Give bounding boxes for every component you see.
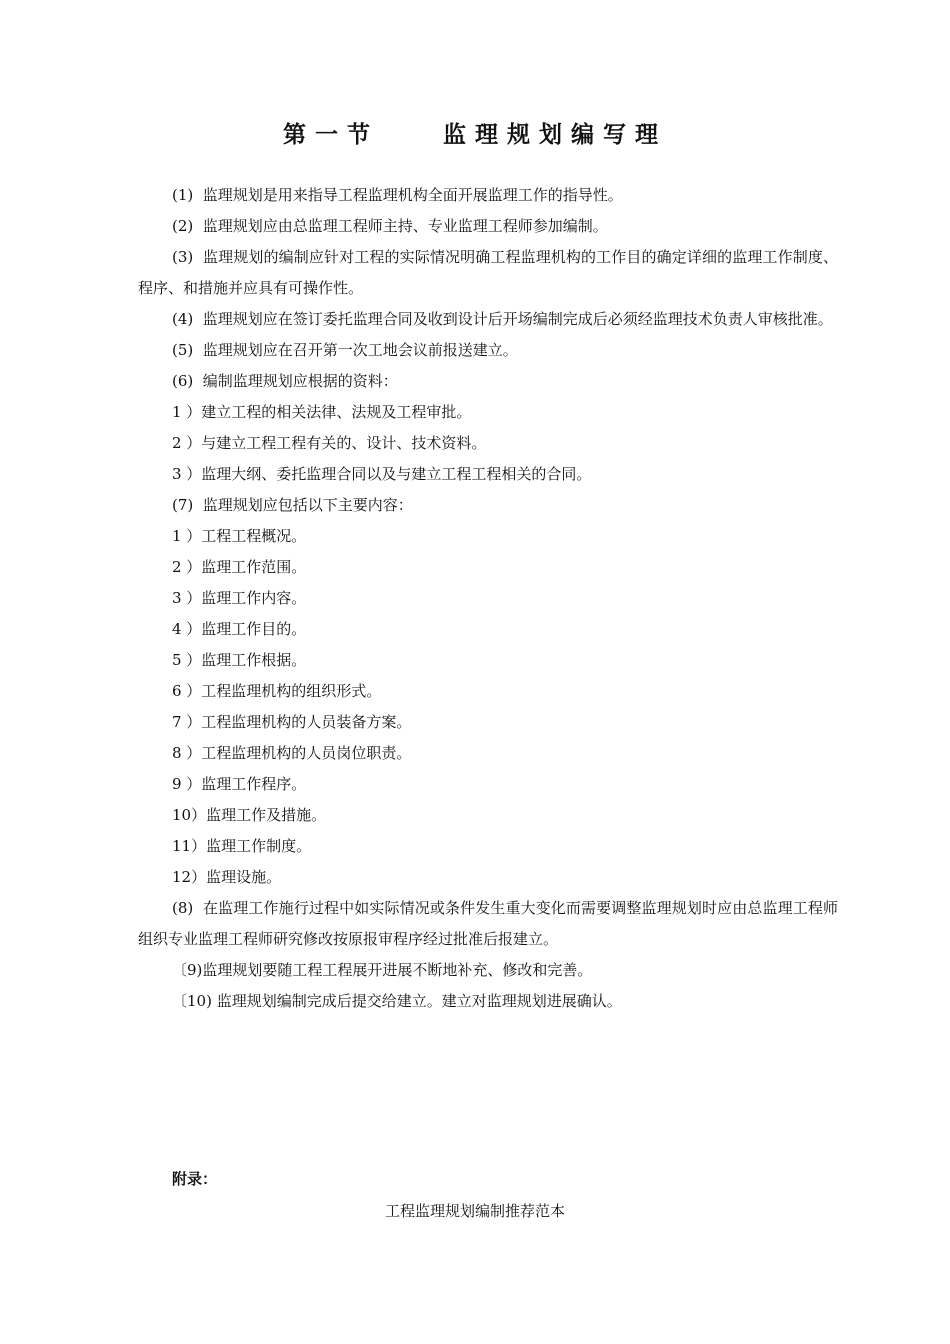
paragraph-9: 〔9)监理规划要随工程工程展开进展不断地补充、修改和完善。: [172, 961, 593, 979]
paragraph-4: (4) 监理规划应在签订委托监理合同及收到设计后开场编制完成后必须经监理技术负责人审核批准。: [172, 310, 833, 328]
paragraph-1: (1) 监理规划是用来指导工程监理机构全面开展监理工作的指导性。: [172, 186, 623, 204]
paragraph-6: (6) 编制监理规划应根据的资料：: [172, 372, 398, 390]
paragraph-10: 〔10) 监理规划编制完成后提交给建立。建立对监理规划进展确认。: [172, 992, 622, 1010]
list-item-7-1: 1 ）工程工程概况。: [172, 527, 307, 545]
appendix-label: 附录：: [172, 1170, 218, 1188]
list-item-7-8: 8 ）工程监理机构的人员岗位职责。: [172, 744, 412, 762]
list-item-6-1: 1 ）建立工程的相关法律、法规及工程审批。: [172, 403, 472, 421]
list-item-7-12: 12）监理设施。: [172, 868, 282, 886]
paragraph-8: (8) 在监理工作施行过程中如实际情况或条件发生重大变化而需要调整监理规划时应由总监理工程师组织专业监理工程师研究修改按原报审程序经过批准后报建立。: [138, 899, 838, 948]
document-body: [138, 180, 838, 1017]
list-item-6-2: 2 ）与建立工程工程有关的、设计、技术资料。: [172, 434, 487, 452]
paragraph-3: (3) 监理规划的编制应针对工程的实际情况明确工程监理机构的工作目的确定详细的监理工作制度、程序、和措施并应具有可操作性。: [138, 248, 838, 297]
list-item-6-3: 3 ）监理大纲、委托监理合同以及与建立工程工程相关的合同。: [172, 465, 592, 483]
list-item-7-7: 7 ）工程监理机构的人员装备方案。: [172, 713, 412, 731]
paragraph-7: (7) 监理规划应包括以下主要内容：: [172, 496, 413, 514]
list-item-7-2: 2 ）监理工作范围。: [172, 558, 307, 576]
list-item-7-9: 9 ）监理工作程序。: [172, 775, 307, 793]
list-item-7-5: 5 ）监理工作根据。: [172, 651, 307, 669]
list-item-7-10: 10）监理工作及措施。: [172, 806, 327, 824]
list-item-7-6: 6 ）工程监理机构的组织形式。: [172, 682, 382, 700]
list-item-7-11: 11）监理工作制度。: [172, 837, 312, 855]
list-item-7-4: 4 ）监理工作目的。: [172, 620, 307, 638]
section-title: 第一节 监理规划编写理: [283, 122, 667, 148]
paragraph-2: (2) 监理规划应由总监理工程师主持、专业监理工程师参加编制。: [172, 217, 608, 235]
paragraph-5: (5) 监理规划应在召开第一次工地会议前报送建立。: [172, 341, 518, 359]
list-item-7-3: 3 ）监理工作内容。: [172, 589, 307, 607]
appendix-title: 工程监理规划编制推荐范本: [384, 1202, 565, 1220]
